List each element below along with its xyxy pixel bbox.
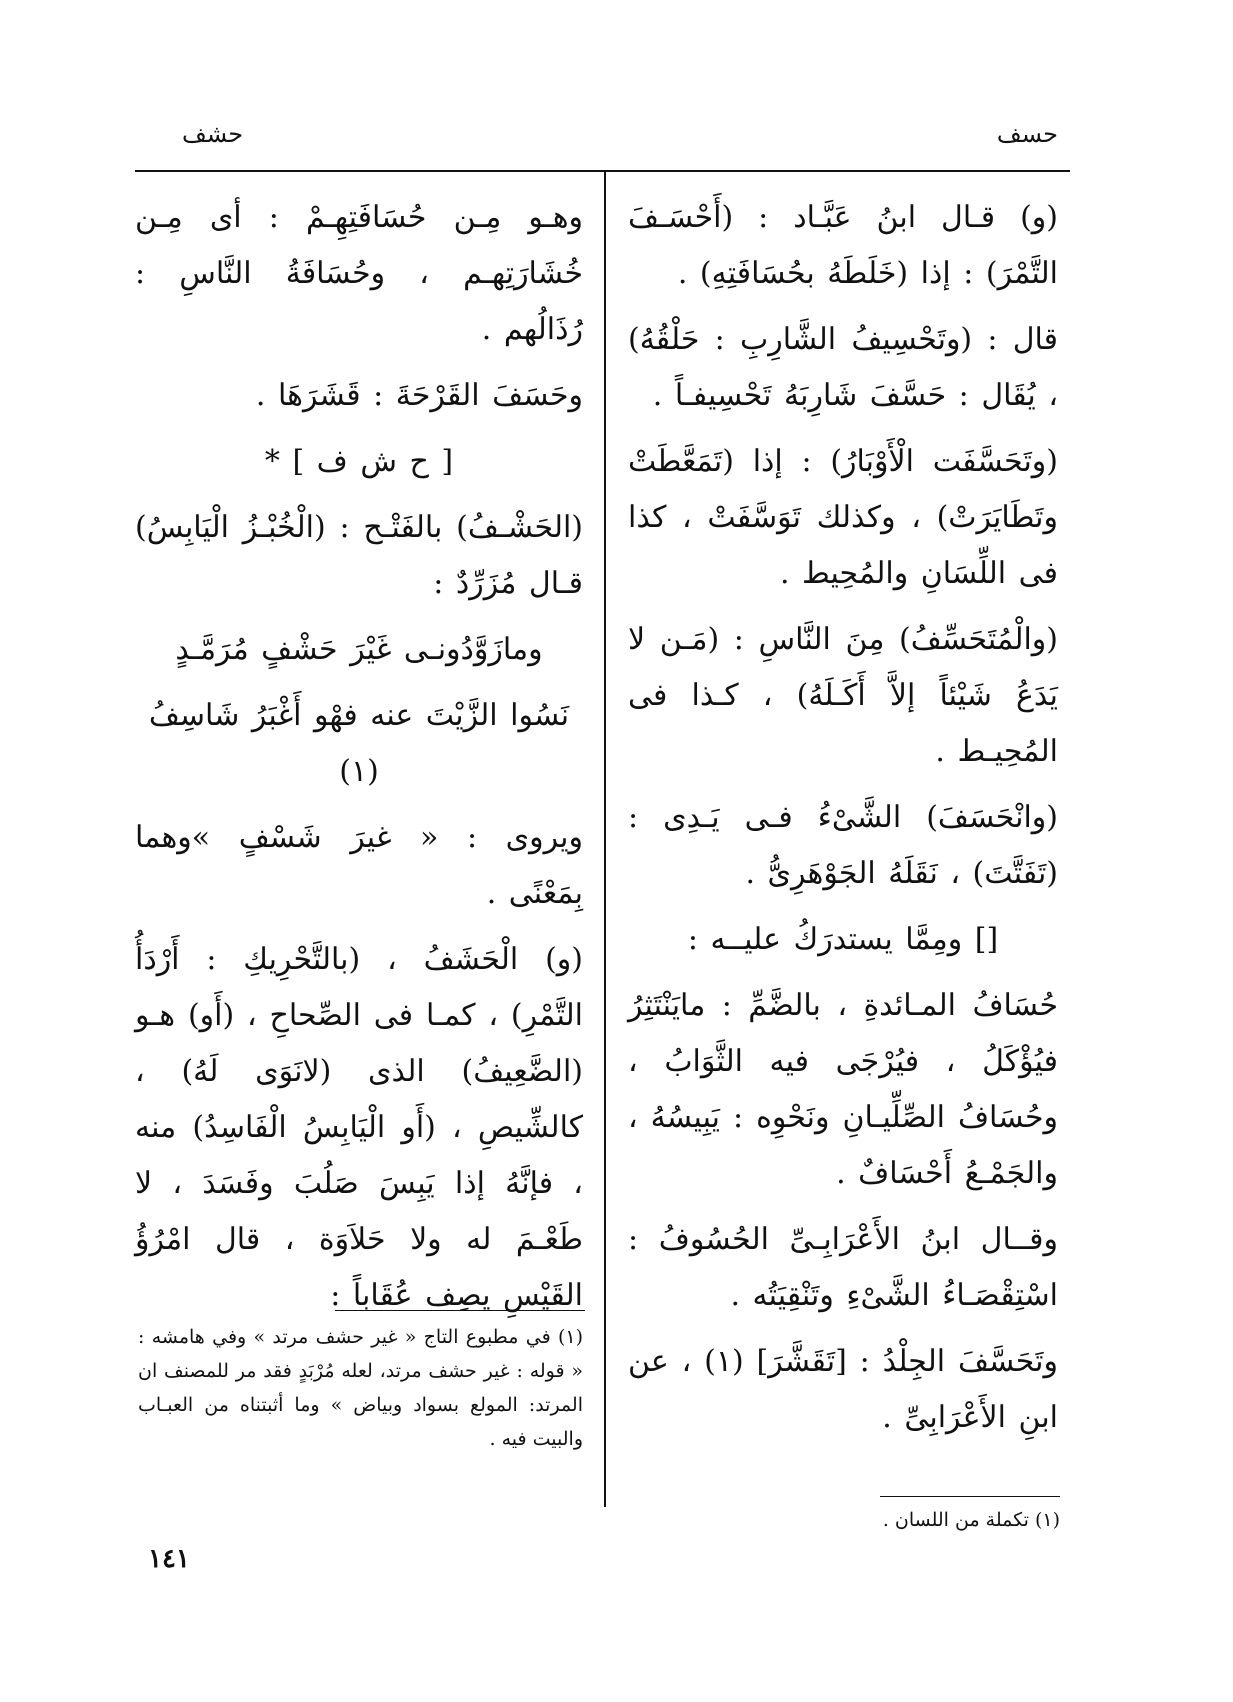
entry-paragraph: (و) قـال ابنُ عَبَّـاد : (أَحْسَـفَ التَّمْرَ) : إذا (خَلَطَهُ بحُسَافَتِهِ) . xyxy=(628,200,1058,291)
header-rule xyxy=(135,170,1070,172)
entry-paragraph: ويروى : « غيرَ شَسْفٍ »وهما بِمَعْنًى . xyxy=(135,820,583,911)
verse-line: نَسُوا الزَّيْتَ عنه فهْو أَغْبَرُ شَاسِفُ (١) xyxy=(148,698,570,789)
entry-paragraph: وحَسَفَ القَرْحَةَ : قَشَرَهَا . xyxy=(255,378,583,413)
footnote-rule xyxy=(335,1310,585,1311)
right-column xyxy=(628,190,1058,1456)
header-right-word: حسف xyxy=(996,120,1058,148)
entry-paragraph: وهـو مِـن حُسَافَتِهِـمْ : أى مِـن خُشَارَتِهـم ، وحُسَافَةُ النَّاسِ : رُذَالُهم . xyxy=(135,200,583,347)
entry-paragraph: (والْمُتَحَسِّفُ) مِنَ النَّاسِ : (مَـن لا يَدَعُ شَيْئاً إلاَّ أَكَـلَهُ) ، كـذا فى المُحِيـط . xyxy=(628,622,1058,769)
entry-paragraph: وتَحَسَّفَ الجِلْدُ : [تَقَشَّرَ] (١) ، عن ابنِ الأَعْرَابِىِّ . xyxy=(628,1344,1058,1435)
verse-line: ومازَوَّدُونـى غَيْرَ حَشْفٍ مُرَمَّـدٍ xyxy=(175,632,543,667)
column-divider xyxy=(604,172,606,1507)
entry-heading: [ ح ش ف ] * xyxy=(264,444,454,479)
footnote-rule xyxy=(880,1496,1060,1497)
entry-paragraph: (وانْحَسَفَ) الشَّىْءُ فـى يَـدِى : (تَفَتَّتَ) ، نَقَلَهُ الجَوْهَرِىُّ . xyxy=(628,800,1058,891)
footnote-left: (١) في مطبوع التاج « غير حشف مرتد » وفي هامشه : « قوله : غير حشف مرتد، لعله مُرْبَدٍ فقد مر للمصنف ان المرتد: المولع بسواد وبياض » وما أثبتناه من العبـاب والبيت فيه . xyxy=(138,1326,583,1450)
entry-paragraph: (و) الْحَشَفُ ، (بالتَّحْرِيكِ : أَرْدَأُ التَّمْرِ) ، كمـا فى الصِّحاحِ ، (أَو) هـو (الضَّعِيفُ) الذى (لانَوَى لَهُ) ، كالشِّيصِ ، (أَو الْيَابِسُ الْفَاسِدُ) منه ، فإنَّهُ إذا يَبِسَ صَلُبَ وفَسَدَ ، لا طَعْـمَ له ولا حَلاَوَة ، قال امْرُؤُ القَيْسِ يصِف عُقَاباً : xyxy=(135,942,583,1313)
page-number: ١٤١ xyxy=(148,1544,190,1574)
entry-paragraph: (الحَشْـفُ) بالفَتْـح : (الْخُبْـزُ الْيَابِسُ) قـال مُزَرِّدٌ : xyxy=(135,510,583,601)
entry-paragraph: وقــال ابنُ الأَعْرَابِـىِّ الحُسُوفُ : اسْتِقْصَـاءُ الشَّىْءِ وتَنْقِيَتُه . xyxy=(628,1222,1058,1313)
supplement-heading: [] ومِمَّا يستدرَكُ عليــه : xyxy=(687,922,999,957)
entry-paragraph: حُسَافُ المـائدةِ ، بالضَّمِّ : مايَنْتَثِرُ فيُؤْكَلُ ، فيُرْجَى فيه الثَّوَابُ ، وحُسَافُ الصِّلِّيـانِ ونَحْوِه : يَبِيسُهُ ، والجَمْـعُ أَحْسَافٌ . xyxy=(628,988,1058,1191)
entry-paragraph: قال : (وتَحْسِيفُ الشَّارِبِ : حَلْقُهُ) ، يُقَال : حَسَّفَ شَارِبَهُ تَحْسِيفـاً . xyxy=(628,322,1058,413)
header-left-word: حشف xyxy=(182,120,244,148)
footnote-right: (١) تكملة من اللسان . xyxy=(882,1509,1060,1531)
entry-paragraph: (وتَحَسَّفَت الْأَوْبَارُ) : إذا (تَمَعَّطَتْ وتَطَايَرَتْ) ، وكذلك تَوَسَّفَتْ ، كذا فى اللِّسَانِ والمُحِيط . xyxy=(628,444,1058,591)
left-column xyxy=(135,190,583,1334)
